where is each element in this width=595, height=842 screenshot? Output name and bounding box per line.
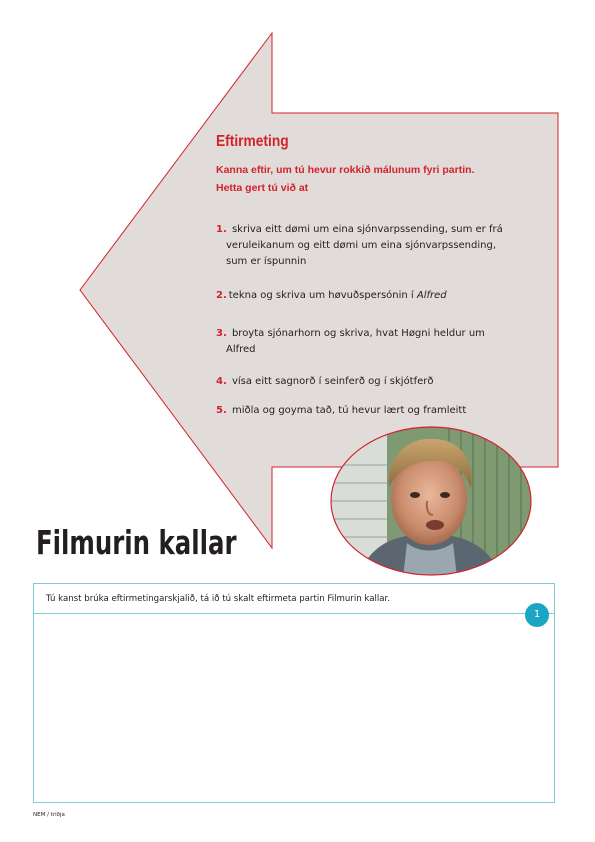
page-title: Filmurin kallar [36, 523, 237, 562]
step-item-5 [216, 403, 536, 419]
step-text: Alfred [226, 344, 256, 355]
step-number: 2. [216, 290, 227, 301]
step-number: 3. [216, 328, 227, 339]
step-number: 5. [216, 405, 227, 416]
eftirmeting-title: Eftirmeting [216, 133, 289, 150]
step-number: 1. [216, 224, 227, 235]
intro-line-1: Kanna eftir, um tú hevur rokkið málunum fyri partin. [216, 164, 475, 176]
step-emphasis: Alfred [416, 290, 447, 301]
eftirmeting-intro [216, 161, 536, 197]
page-number-badge: 1 [525, 603, 549, 627]
answer-box-instruction: Tú kanst brúka eftirmetingarskjalið, tá ið tú skalt eftirmeta partin Filmurin kallar. [46, 594, 391, 604]
film-still-photo [329, 425, 533, 577]
step-item-4 [216, 374, 536, 390]
step-item-3 [216, 326, 536, 358]
step-text: vísa eitt sagnorð í seinferð og í skjótferð [231, 376, 434, 387]
answer-box-divider [34, 613, 554, 614]
step-number: 4. [216, 376, 227, 387]
intro-line-2: Hetta gert tú við at [216, 182, 309, 194]
step-text: miðla og goyma tað, tú hevur lært og framleitt [231, 405, 467, 416]
step-text: sum er íspunnin [226, 256, 307, 267]
footer-text: NEM / triðja [33, 812, 65, 818]
step-item-1 [216, 222, 536, 270]
step-text: broyta sjónarhorn og skriva, hvat Høgni heldur um [231, 328, 485, 339]
step-text: skriva eitt dømi um eina sjónvarpssending, sum er frá [231, 224, 503, 235]
answer-box[interactable] [33, 583, 555, 803]
step-text: veruleikanum og eitt dømi um eina sjónvarpssending, [226, 240, 497, 251]
step-text: tekna og skriva um høvuðspersónin í [228, 290, 414, 301]
step-item-2 [216, 288, 536, 304]
